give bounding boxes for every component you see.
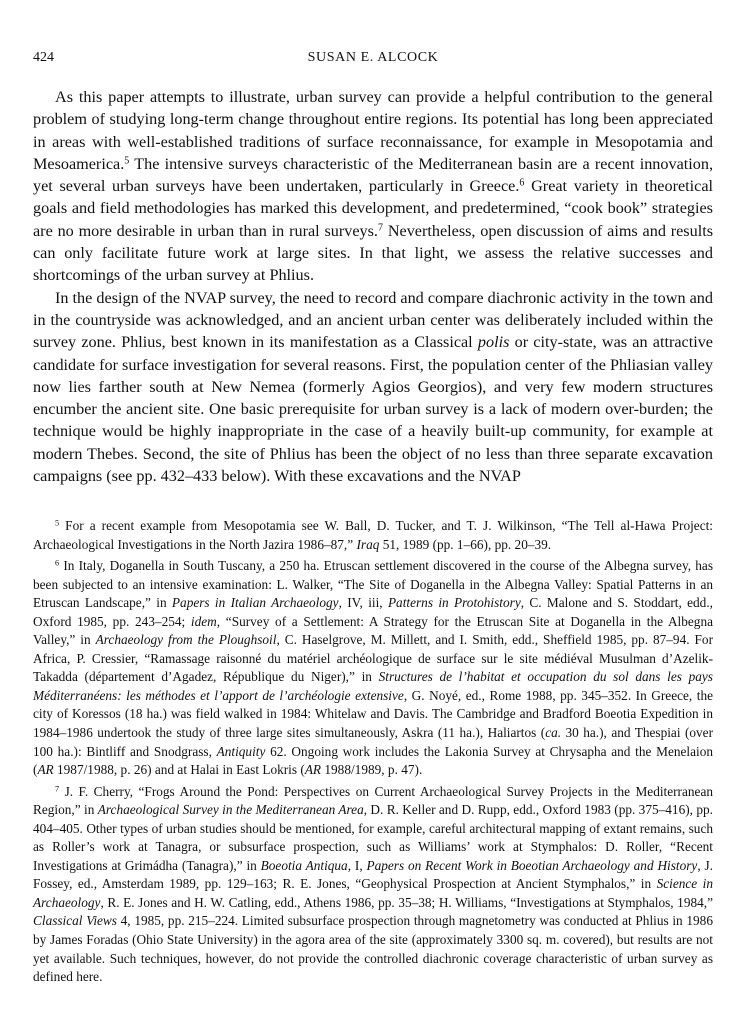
footnote-number: 5	[55, 518, 60, 528]
italic-title: Papers on Recent Work in Boeotian Archaeology and History	[366, 857, 698, 873]
text-run: , “Survey of a Settlement: A Strategy for the Etruscan Site at Doganella in the Albegna Valley,” in	[33, 613, 713, 648]
text-run: , C. Haselgrove, M. Millett, and I. Smith, edd., Sheffield 1985, pp. 87–94. For Africa, P. Cressier, “Ramassage raisonné du matériel archéologique de surface sur le site médiéval Musulman d’Azelik-Takadda (département d’Agadez, République du Niger),” in	[33, 632, 713, 685]
footnote-number: 6	[55, 558, 60, 568]
text-run: , I,	[347, 857, 367, 873]
italic-title: Boeotia Antiqua	[260, 857, 348, 873]
body-paragraph-2	[33, 287, 713, 488]
italic-title: idem	[190, 613, 217, 629]
footnote-5	[33, 517, 713, 554]
text-run: Great variety in theoretical goals and field methodologies has marked this development, and predetermined, “cook book” strategies are no more desirable in urban than in rural surveys.	[33, 177, 714, 240]
text-run: 1987/1988, p. 26) and at Halai in East Lokris (	[53, 762, 305, 778]
text-run: , G. Noyé, ed., Rome 1988, pp. 345–352. In Greece, the city of Koressos (18 ha.) was field walked in 1984: Whitelaw and Davis. The Cambridge and Bradford Boeotia Expedition in 1984–1986 undertook the study of three large sites simultaneously, Askra (11 ha.), Haliartos (	[33, 687, 713, 741]
text-run: , J. Fossey, ed., Amsterdam 1989, pp. 129–163; R. E. Jones, “Geophysical Prospection at Ancient Stymphalos,” in	[33, 857, 714, 892]
page-header	[33, 50, 713, 70]
italic-term: polis	[477, 333, 510, 352]
text-run: 62. Ongoing work includes the Lakonia Survey at Chrysapha and the Menelaion (	[33, 743, 713, 778]
footnote-ref-6: 6	[519, 177, 525, 189]
text-run: In Italy, Doganella in South Tuscany, a 250 ha. Etruscan settlement discovered in the course of the Albegna survey, has been subjected to an intensive examination: L. Walker, “The Site of Doganella in the Albegna Valley: Spatial Patterns in an Etruscan Landscape,” in	[33, 558, 713, 611]
text-run: or city-state, was an attractive candidate for surface investigation for several reasons. First, the population center of the Phliasian valley now lies farther south at New Nemea (formerly Agios Georgios), and very few modern structures encumber the ancient site. One basic prerequisite for urban survey is a lack of modern over-burden; the technique would be highly inappropriate in the case of a heavily built-up community, for example at modern Thebes. Second, the site of Phlius has been the object of no less than three separate excavation campaigns (see pp. 432–433 below). With these excavations and the NVAP	[33, 333, 713, 486]
page-number: 424	[33, 50, 54, 65]
italic-title: Antiquity	[216, 743, 266, 759]
text-run: The intensive surveys characteristic of the Mediterranean basin are a recent innovation, yet several urban surveys have been undertaken, particularly in Greece.	[33, 154, 713, 196]
text-run: 51, 1989 (pp. 1–66), pp. 20–39.	[379, 536, 552, 552]
text-run: 1988/1989, p. 47).	[321, 762, 423, 778]
text-run: , C. Malone and S. Stoddart, edd., Oxford 1985, pp. 243–254;	[33, 595, 713, 629]
text-run: For a recent example from Mesopotamia see W. Ball, D. Tucker, and T. J. Wilkinson, “The Tell al-Hawa Project: Archaeological Investigations in the North Jazira 1986–87,”	[33, 518, 713, 552]
italic-title: Structures de l’habitat et occupation du sol dans les pays Méditerranéens: les méthodes et l’apport de l’archéologie extensive	[33, 669, 713, 703]
footnote-ref-5: 5	[124, 155, 130, 167]
footnote-6	[33, 557, 713, 780]
italic-title: Papers in Italian Archaeology	[171, 595, 339, 611]
text-run: Nevertheless, open discussion of aims and results can only facilitate future work at large sites. In that light, we assess the relative successes and shortcomings of the urban survey at Phlius.	[33, 221, 713, 285]
footnotes	[33, 517, 713, 990]
text-run: As this paper attempts to illustrate, urban survey can provide a helpful contribution to the general problem of studying long-term change throughout entire regions. Its potential has long been appreciated in areas with well-established traditions of surface reconnaissance, for example in Mesopotamia and Mesoamerica.	[33, 88, 713, 173]
italic-title: Patterns in Protohistory	[387, 595, 521, 611]
italic-title: Archaeological Survey in the Mediterranean Area	[97, 802, 364, 818]
footnote-7	[33, 783, 713, 987]
italic-title: Science in Archaeology	[33, 876, 713, 910]
text-run: J. F. Cherry, “Frogs Around the Pond: Perspectives on Current Archaeological Survey Projects in the Mediterranean Region,” in	[33, 783, 713, 818]
main-text	[33, 86, 713, 487]
running-head: SUSAN E. ALCOCK	[307, 50, 439, 65]
text-run: 30 ha.), and Thespiai (over 100 ha.): Bintliff and Snodgrass,	[33, 725, 714, 759]
italic-title: Iraq	[356, 536, 380, 552]
italic-title: AR	[37, 762, 54, 778]
italic-title: Classical Views	[33, 913, 117, 929]
footnote-ref-7: 7	[377, 222, 383, 234]
text-run: , D. R. Keller and D. Rupp, edd., Oxford 1983 (pp. 375–416), pp. 404–405. Other types of urban studies should be mentioned, for example, careful architectural mapping of extant remains, such as Roller’s work at Tanagra, or subsurface prospection, such as Williams’ work at Stymphalos: D. Roller, “Recent Investigations at Grimádha (Tanagra),” in	[33, 802, 713, 873]
italic-title: AR	[304, 762, 322, 778]
italic-title: ca.	[545, 725, 562, 741]
text-run: , R. E. Jones and H. W. Catling, edd., Athens 1986, pp. 35–38; H. Williams, “Investigations at Stymphalos, 1984,”	[100, 894, 713, 910]
body-paragraph-1	[33, 86, 713, 287]
text-run: In the design of the NVAP survey, the need to record and compare diachronic activity in the town and in the countryside was acknowledged, and an ancient urban center was deliberately included within the survey zone. Phlius, best known in its manifestation as a Classical	[33, 288, 713, 352]
text-run: 4, 1985, pp. 215–224. Limited subsurface prospection through magnetometry was conducted at Phlius in 1986 by James Foradas (Ohio State University) in the agora area of the site (approximately 3300 sq. m. covered), but results are not yet available. Such techniques, however, do not provide the controlled diachronic coverage characteristic of urban survey as defined here.	[33, 913, 713, 985]
text-run: , IV, iii,	[338, 595, 388, 611]
italic-title: Archaeology from the Ploughsoil	[95, 632, 277, 648]
footnote-number: 7	[55, 784, 60, 794]
